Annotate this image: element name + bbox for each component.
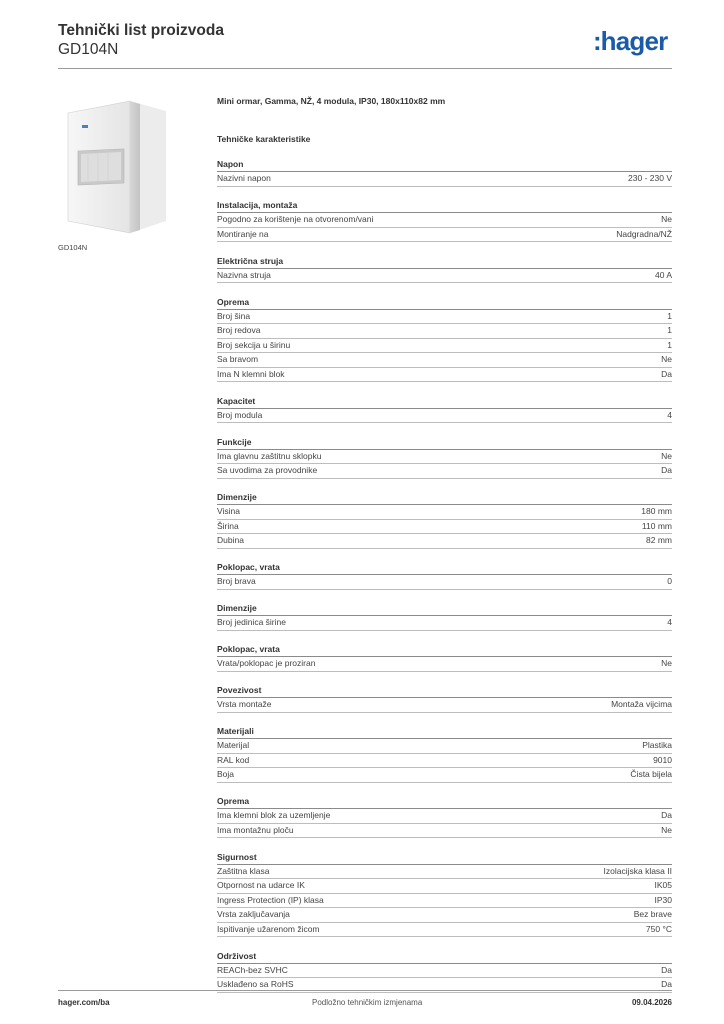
spec-value: 0	[667, 576, 672, 586]
spec-value: 1	[667, 310, 672, 321]
spec-label: Broj jedinica širine	[217, 617, 286, 627]
spec-value: 180 mm	[641, 506, 672, 516]
spec-row	[217, 409, 672, 424]
spec-row	[217, 339, 672, 354]
section-gap	[217, 590, 672, 600]
product-image	[58, 93, 171, 236]
section-title: Održivost	[217, 950, 672, 964]
spec-row	[217, 575, 672, 590]
section-gap	[217, 838, 672, 848]
spec-value: Izolacijska klasa II	[603, 865, 672, 876]
spec-section	[217, 436, 672, 479]
spec-value: 82 mm	[646, 535, 672, 545]
section-gap	[217, 187, 672, 197]
section-title: Poklopac, vrata	[217, 561, 672, 575]
section-gap	[217, 713, 672, 723]
spec-row	[217, 464, 672, 479]
spec-label: Vrsta zaključavanja	[217, 909, 290, 919]
spec-section	[217, 158, 672, 187]
spec-label: RAL kod	[217, 754, 250, 765]
section-gap	[217, 382, 672, 392]
characteristics-heading: Tehničke karakteristike	[217, 134, 311, 144]
spec-label: Otpornost na udarce IK	[217, 880, 305, 890]
spec-section	[217, 296, 672, 383]
spec-label: Broj šina	[217, 310, 251, 321]
footer-date: 09.04.2026	[631, 998, 672, 1007]
section-gap	[217, 242, 672, 252]
spec-section	[217, 795, 672, 838]
section-title: Sigurnost	[217, 851, 672, 865]
spec-label: Broj modula	[217, 409, 263, 420]
spec-value: Bez brave	[633, 909, 672, 919]
section-title: Poklopac, vrata	[217, 643, 672, 657]
spec-label: Broj sekcija u širinu	[217, 339, 291, 350]
footer-note: Podložno tehničkim izmjenama	[312, 998, 423, 1007]
spec-row	[217, 908, 672, 923]
technical-sheet	[217, 95, 672, 993]
spec-value: 4	[667, 617, 672, 627]
spec-label: Vrsta montaže	[217, 699, 272, 709]
section-gap	[217, 783, 672, 793]
spec-value: 110 mm	[641, 520, 672, 531]
spec-row	[217, 657, 672, 672]
section-gap	[217, 549, 672, 559]
document-header	[58, 22, 224, 60]
spec-value: 9010	[653, 754, 672, 765]
spec-row	[217, 520, 672, 535]
spec-label: Dubina	[217, 535, 244, 545]
section-title: Oprema	[217, 795, 672, 809]
spec-label: Pogodno za korištenje na otvorenom/vani	[217, 214, 374, 224]
spec-value: 4	[667, 409, 672, 420]
section-gap	[217, 283, 672, 293]
spec-row	[217, 505, 672, 520]
spec-label: Ima glavnu zaštitnu sklopku	[217, 450, 322, 461]
spec-value: Da	[661, 465, 672, 475]
spec-section	[217, 199, 672, 242]
spec-row	[217, 353, 672, 368]
spec-row	[217, 450, 672, 465]
spec-value: 40 A	[654, 269, 672, 280]
spec-value: Ne	[661, 354, 672, 364]
spec-label: Ima montažnu ploču	[217, 824, 294, 835]
spec-row	[217, 228, 672, 243]
spec-value: Montaža vijcima	[611, 699, 672, 709]
spec-label: Ima klemni blok za uzemljenje	[217, 810, 331, 820]
section-title: Instalacija, montaža	[217, 199, 672, 213]
spec-section	[217, 684, 672, 713]
spec-row	[217, 879, 672, 894]
section-gap	[217, 672, 672, 682]
spec-section	[217, 725, 672, 783]
spec-row	[217, 534, 672, 549]
spec-label: Širina	[217, 520, 239, 531]
spec-row	[217, 865, 672, 880]
product-image-caption: GD104N	[58, 243, 88, 252]
footer-website-link[interactable]: hager.com/ba	[58, 998, 110, 1007]
spec-row	[217, 616, 672, 631]
spec-value: Ne	[661, 450, 672, 461]
header-divider	[58, 68, 672, 69]
section-title: Povezivost	[217, 684, 672, 698]
spec-section	[217, 255, 672, 284]
spec-row	[217, 964, 672, 979]
hager-logo[interactable]	[593, 26, 667, 56]
spec-row	[217, 824, 672, 839]
spec-label: Sa uvodima za provodnike	[217, 465, 318, 475]
spec-value: Ne	[661, 214, 672, 224]
spec-label: Nazivni napon	[217, 173, 271, 183]
spec-label: Montiranje na	[217, 228, 269, 239]
spec-value: IK05	[654, 880, 672, 890]
spec-value: Nadgradna/NŽ	[616, 228, 672, 239]
spec-label: Broj brava	[217, 576, 256, 586]
spec-value: Ne	[661, 658, 672, 668]
spec-label: Nazivna struja	[217, 269, 271, 280]
spec-label: REACh-bez SVHC	[217, 964, 288, 975]
footer-divider	[58, 990, 672, 991]
section-title: Materijali	[217, 725, 672, 739]
spec-value: 1	[667, 339, 672, 350]
spec-row	[217, 310, 672, 325]
spec-value: Čista bijela	[630, 769, 672, 779]
spec-value: Plastika	[642, 740, 672, 750]
document-title: Tehnički list proizvoda	[58, 22, 224, 39]
section-gap	[217, 423, 672, 433]
spec-value: Da	[661, 979, 672, 989]
spec-row	[217, 368, 672, 383]
spec-value: Ne	[661, 824, 672, 835]
section-title: Funkcije	[217, 436, 672, 450]
spec-row	[217, 894, 672, 909]
spec-label: Vrata/poklopac je proziran	[217, 658, 316, 668]
section-gap	[217, 631, 672, 641]
spec-label: Boja	[217, 769, 235, 779]
spec-value: Da	[661, 964, 672, 975]
spec-label: Materijal	[217, 740, 250, 750]
section-gap	[217, 937, 672, 947]
spec-label: Ima N klemni blok	[217, 368, 285, 379]
spec-label: Ispitivanje užarenom žicom	[217, 923, 320, 934]
spec-section	[217, 950, 672, 993]
section-title: Oprema	[217, 296, 672, 310]
section-title: Dimenzije	[217, 491, 672, 505]
section-title: Dimenzije	[217, 602, 672, 616]
spec-row	[217, 324, 672, 339]
spec-row	[217, 172, 672, 187]
spec-row	[217, 923, 672, 938]
section-title: Napon	[217, 158, 672, 172]
spec-label: Visina	[217, 506, 240, 516]
logo-colon: :	[593, 26, 600, 56]
spec-section	[217, 643, 672, 672]
section-gap	[217, 479, 672, 489]
spec-row	[217, 809, 672, 824]
characteristics-sections	[217, 158, 672, 993]
spec-value: Da	[661, 368, 672, 379]
spec-value: 1	[667, 325, 672, 335]
spec-value: 230 - 230 V	[628, 173, 672, 183]
spec-row	[217, 768, 672, 783]
spec-label: Usklađeno sa RoHS	[217, 979, 294, 989]
logo-text: hager	[600, 26, 668, 56]
spec-label: Broj redova	[217, 325, 261, 335]
spec-label: Sa bravom	[217, 354, 259, 364]
section-title: Kapacitet	[217, 395, 672, 409]
spec-value: 750 °C	[645, 923, 672, 934]
spec-row	[217, 698, 672, 713]
spec-section	[217, 851, 672, 938]
section-title: Električna struja	[217, 255, 672, 269]
spec-row	[217, 754, 672, 769]
spec-row	[217, 739, 672, 754]
spec-label: Ingress Protection (IP) klasa	[217, 894, 324, 905]
spec-label: Zaštitna klasa	[217, 865, 270, 876]
product-code: GD104N	[58, 41, 119, 58]
spec-section	[217, 395, 672, 424]
spec-value: Da	[661, 810, 672, 820]
spec-row	[217, 269, 672, 284]
spec-section	[217, 561, 672, 590]
spec-row	[217, 213, 672, 228]
spec-section	[217, 602, 672, 631]
spec-section	[217, 491, 672, 549]
product-description: Mini ormar, Gamma, NŽ, 4 modula, IP30, 180x110x82 mm	[217, 96, 446, 106]
spec-value: IP30	[654, 894, 672, 905]
